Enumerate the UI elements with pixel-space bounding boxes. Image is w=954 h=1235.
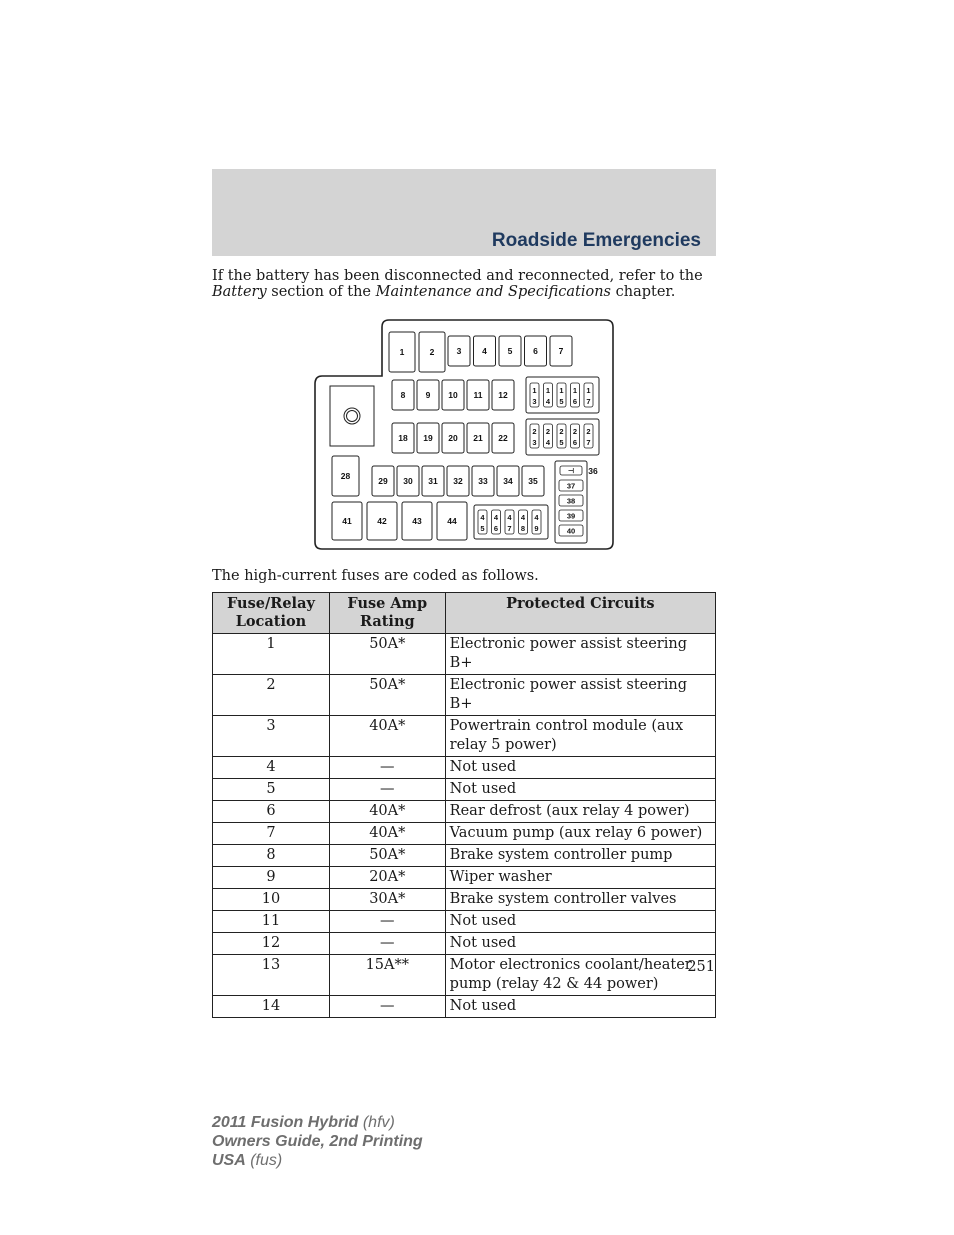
table-row bbox=[213, 634, 716, 675]
rating-cell: — bbox=[329, 779, 445, 801]
location-cell: 12 bbox=[213, 933, 330, 955]
fuse-37-label: 37 bbox=[566, 481, 576, 491]
mini-fuse-16-digit: 6 bbox=[572, 397, 578, 406]
rating-cell: — bbox=[329, 911, 445, 933]
fuse-9-label: 9 bbox=[425, 390, 431, 400]
circuit-cell: Not used bbox=[445, 933, 715, 955]
location-cell: 14 bbox=[213, 996, 330, 1018]
fuse-40-label: 40 bbox=[566, 526, 576, 536]
circuit-cell: Motor electronics coolant/heater pump (relay 42 & 44 power) bbox=[445, 955, 715, 996]
rating-cell: 20A* bbox=[329, 867, 445, 889]
table-row bbox=[213, 801, 716, 823]
fuse-22-label: 22 bbox=[498, 433, 508, 443]
location-cell: 7 bbox=[213, 823, 330, 845]
mini-fuse-27-digit: 2 bbox=[586, 427, 591, 436]
fuse-31-label: 31 bbox=[428, 476, 438, 486]
mini-fuse-15-digit: 1 bbox=[559, 386, 564, 395]
rating-cell: — bbox=[329, 933, 445, 955]
footer-line-1: 2011 Fusion Hybrid (hfv) bbox=[212, 1114, 395, 1131]
table-row bbox=[213, 757, 716, 779]
circuit-cell: Brake system controller valves bbox=[445, 889, 715, 911]
table-row bbox=[213, 996, 716, 1018]
footer bbox=[212, 1113, 423, 1170]
rating-cell: 50A* bbox=[329, 845, 445, 867]
mini-fuse-16-digit: 1 bbox=[572, 386, 578, 395]
circuit-cell: Not used bbox=[445, 996, 715, 1018]
mini-fuse-45-digit: 4 bbox=[480, 513, 485, 522]
table-row bbox=[213, 716, 716, 757]
battery-reference: Battery bbox=[212, 284, 267, 300]
rating-cell: 40A* bbox=[329, 823, 445, 845]
table-row bbox=[213, 675, 716, 716]
mini-fuse-14-digit: 4 bbox=[545, 397, 551, 406]
circuit-cell: Powertrain control module (aux relay 5 power) bbox=[445, 716, 715, 757]
fuse-32-label: 32 bbox=[453, 476, 463, 486]
fuse-19-label: 19 bbox=[423, 433, 433, 443]
fuse-2-label: 2 bbox=[429, 347, 435, 357]
mini-fuse-48-digit: 8 bbox=[520, 524, 526, 533]
circuit-cell: Not used bbox=[445, 779, 715, 801]
mini-fuse-26-digit: 6 bbox=[572, 438, 578, 447]
chapter-reference: Maintenance and Specifications bbox=[375, 284, 611, 300]
table-row bbox=[213, 955, 716, 996]
mini-fuse-46-digit: 6 bbox=[493, 524, 499, 533]
relay-43-label: 43 bbox=[412, 516, 422, 526]
table-header-row bbox=[213, 593, 716, 634]
mini-fuse-14-digit: 1 bbox=[545, 386, 551, 395]
circuit-cell: Wiper washer bbox=[445, 867, 715, 889]
fuse-39-label: 39 bbox=[566, 511, 576, 521]
circuit-cell: Not used bbox=[445, 757, 715, 779]
mini-fuse-25-digit: 5 bbox=[559, 438, 564, 447]
location-cell: 3 bbox=[213, 716, 330, 757]
relay-41-label: 41 bbox=[342, 516, 352, 526]
location-cell: 4 bbox=[213, 757, 330, 779]
relay-44-label: 44 bbox=[447, 516, 457, 526]
fuse-38-label: 38 bbox=[566, 496, 576, 506]
rating-cell: 15A** bbox=[329, 955, 445, 996]
mini-fuse-47-digit: 7 bbox=[507, 524, 512, 533]
fuse-30-label: 30 bbox=[403, 476, 413, 486]
table-row bbox=[213, 911, 716, 933]
location-cell: 2 bbox=[213, 675, 330, 716]
table-row bbox=[213, 823, 716, 845]
footer-line-3: USA (fus) bbox=[212, 1152, 283, 1169]
circuit-cell: Not used bbox=[445, 911, 715, 933]
location-cell: 10 bbox=[213, 889, 330, 911]
header-location: Fuse/Relay Location bbox=[213, 593, 330, 634]
fuse-10-label: 10 bbox=[448, 390, 458, 400]
circuit-cell: Brake system controller pump bbox=[445, 845, 715, 867]
fuse-1-label: 1 bbox=[399, 347, 405, 357]
rating-cell: 40A* bbox=[329, 716, 445, 757]
circuit-cell: Electronic power assist steering B+ bbox=[445, 634, 715, 675]
diode-symbol: ⊣ bbox=[567, 468, 575, 475]
fuse-6-label: 6 bbox=[533, 346, 538, 356]
fuse-12-label: 12 bbox=[498, 390, 508, 400]
mini-fuse-13-digit: 3 bbox=[532, 397, 537, 406]
fuse-table bbox=[212, 592, 716, 1018]
mini-fuse-23-digit: 3 bbox=[532, 438, 537, 447]
rating-cell: 30A* bbox=[329, 889, 445, 911]
table-row bbox=[213, 779, 716, 801]
location-cell: 6 bbox=[213, 801, 330, 823]
location-cell: 13 bbox=[213, 955, 330, 996]
fuse-33-label: 33 bbox=[478, 476, 488, 486]
mini-fuse-15-digit: 5 bbox=[559, 397, 564, 406]
mounting-stud bbox=[330, 386, 374, 446]
mini-fuse-47-digit: 4 bbox=[507, 513, 512, 522]
mini-fuse-17-digit: 7 bbox=[586, 397, 591, 406]
location-cell: 1 bbox=[213, 634, 330, 675]
mini-fuse-13-digit: 1 bbox=[532, 386, 537, 395]
location-cell: 5 bbox=[213, 779, 330, 801]
mini-fuse-25-digit: 2 bbox=[559, 427, 564, 436]
intro-text-3: chapter. bbox=[611, 284, 676, 300]
intro-text-1: If the battery has been disconnected and reconnected, refer to the bbox=[212, 268, 703, 284]
table-row bbox=[213, 889, 716, 911]
fuse-box-diagram bbox=[212, 316, 716, 556]
fuse-5-label: 5 bbox=[507, 346, 513, 356]
mini-fuse-24-digit: 2 bbox=[545, 427, 551, 436]
location-cell: 11 bbox=[213, 911, 330, 933]
table-row bbox=[213, 867, 716, 889]
fuse-20-label: 20 bbox=[448, 433, 458, 443]
header-band bbox=[212, 169, 716, 256]
circuit-cell: Vacuum pump (aux relay 6 power) bbox=[445, 823, 715, 845]
rating-cell: — bbox=[329, 757, 445, 779]
table-row bbox=[213, 845, 716, 867]
table-row bbox=[213, 933, 716, 955]
relay-28-label: 28 bbox=[340, 471, 351, 481]
mini-fuse-45-digit: 5 bbox=[480, 524, 485, 533]
page-number: 251 bbox=[687, 959, 715, 975]
intro-paragraph bbox=[212, 268, 716, 300]
coded-caption: The high-current fuses are coded as follows. bbox=[212, 568, 539, 584]
circuit-cell: Electronic power assist steering B+ bbox=[445, 675, 715, 716]
rating-cell: 40A* bbox=[329, 801, 445, 823]
footer-line-2: Owners Guide, 2nd Printing bbox=[212, 1133, 423, 1150]
mini-fuse-48-digit: 4 bbox=[520, 513, 526, 522]
mini-fuse-17-digit: 1 bbox=[586, 386, 591, 395]
fuse-18-label: 18 bbox=[398, 433, 408, 443]
fuse-3-label: 3 bbox=[456, 346, 462, 356]
mini-fuse-49-digit: 4 bbox=[534, 513, 539, 522]
location-cell: 9 bbox=[213, 867, 330, 889]
fuse-29-label: 29 bbox=[378, 476, 388, 486]
fuse-8-label: 8 bbox=[400, 390, 406, 400]
fuse-7-label: 7 bbox=[558, 346, 564, 356]
circuit-cell: Rear defrost (aux relay 4 power) bbox=[445, 801, 715, 823]
section-title: Roadside Emergencies bbox=[491, 230, 701, 251]
mini-fuse-49-digit: 9 bbox=[534, 524, 539, 533]
intro-text-2: section of the bbox=[266, 284, 376, 300]
relay-42-label: 42 bbox=[377, 516, 387, 526]
rating-cell: 50A* bbox=[329, 675, 445, 716]
fuse-35-label: 35 bbox=[528, 476, 538, 486]
fuse-34-label: 34 bbox=[503, 476, 513, 486]
header-rating: Fuse Amp Rating bbox=[329, 593, 445, 634]
diode-36-label: 36 bbox=[588, 466, 598, 476]
mini-fuse-24-digit: 4 bbox=[545, 438, 551, 447]
mini-fuse-27-digit: 7 bbox=[586, 438, 591, 447]
rating-cell: — bbox=[329, 996, 445, 1018]
mini-fuse-23-digit: 2 bbox=[532, 427, 537, 436]
rating-cell: 50A* bbox=[329, 634, 445, 675]
fuse-21-label: 21 bbox=[473, 433, 483, 443]
fuse-11-label: 11 bbox=[473, 390, 483, 400]
location-cell: 8 bbox=[213, 845, 330, 867]
mini-fuse-46-digit: 4 bbox=[493, 513, 499, 522]
mini-fuse-26-digit: 2 bbox=[572, 427, 578, 436]
fuse-4-label: 4 bbox=[482, 346, 487, 356]
header-circuits: Protected Circuits bbox=[445, 593, 715, 634]
